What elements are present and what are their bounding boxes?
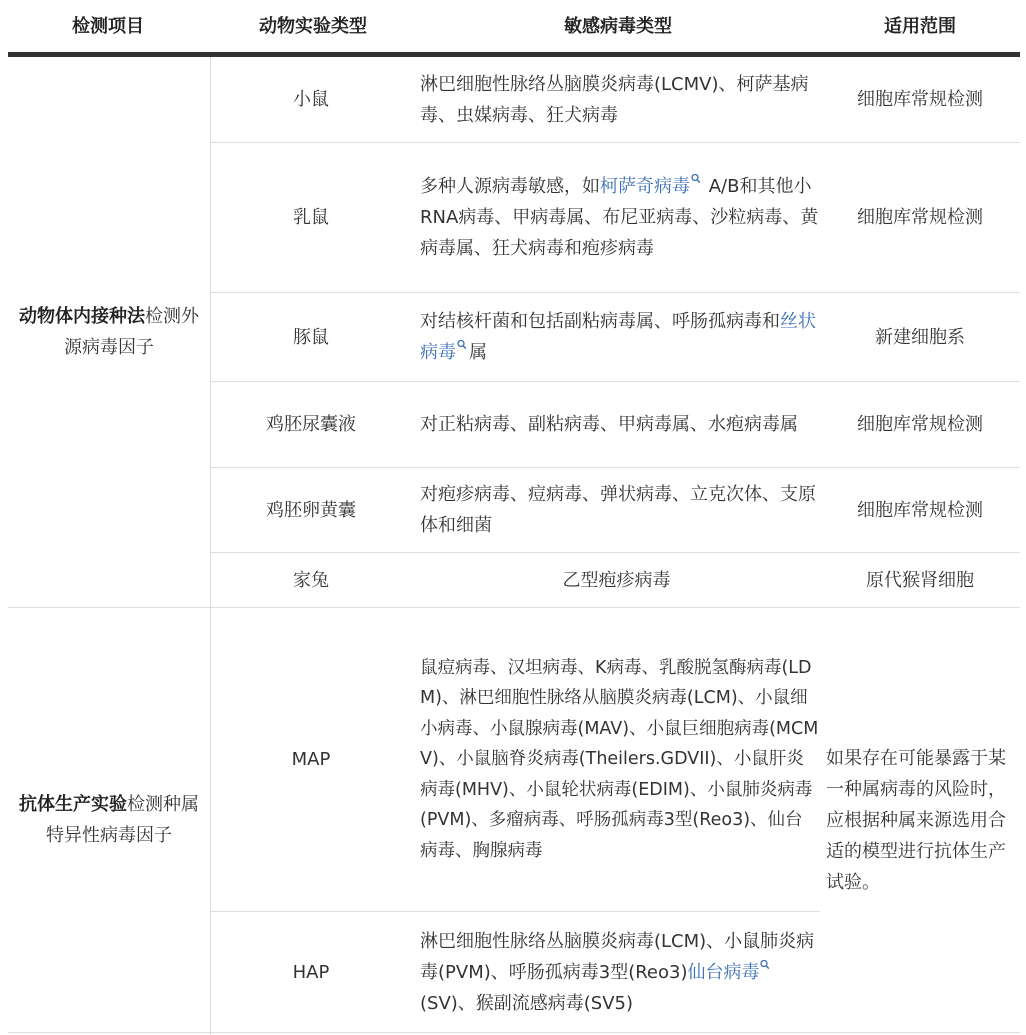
group-item-antibody <box>8 608 210 1032</box>
virus-type-cell <box>420 468 820 552</box>
group-item-in-vivo <box>8 57 210 607</box>
virus-type-text: 对正粘病毒、副粘病毒、甲病毒属、水疱病毒属 <box>420 414 798 435</box>
group-item-bold: 动物体内接种法 <box>19 306 145 327</box>
virus-type-text: 鼠痘病毒、汉坦病毒、K病毒、乳酸脱氢酶病毒(LDM)、淋巴细胞性脉络从脑膜炎病毒(LCM)、小鼠细小病毒、小鼠腺病毒(MAV)、小鼠巨细胞病毒(MCMV)、小鼠脑脊炎病毒(Theilers.GDVII)、小鼠肝炎病毒(MHV)、小鼠轮状病毒(EDIM)、小鼠肺炎病毒(PVM)、多瘤病毒、呼肠孤病毒3型(Reo3)、仙台病毒、胸腺病毒 <box>420 657 819 861</box>
virus-type-text: 对结核杆菌和包括副粘病毒属、呼肠孤病毒和 <box>420 311 780 332</box>
virus-type-cell <box>420 382 820 467</box>
animal-type-cell: 乳鼠 <box>293 207 329 228</box>
virus-type-cell <box>420 912 820 1032</box>
animal-type-cell: MAP <box>291 749 331 770</box>
virus-link-coxsackie[interactable]: 柯萨奇病毒 <box>600 176 690 197</box>
virus-type-text: (SV)、猴副流感病毒(SV5) <box>420 992 634 1014</box>
scope-cell: 新建细胞系 <box>875 326 965 348</box>
scope-text: 如果存在可能暴露于某一种属病毒的风险时，应根据种属来源选用合适的模型进行抗体生产试验。 <box>826 747 1006 893</box>
header-animal-type: 动物实验类型 <box>259 16 367 37</box>
group-item-rest: 检测外源病毒因子 <box>64 306 199 358</box>
virus-type-text: 属 <box>469 342 487 363</box>
scope-cell: 细胞库常规检测 <box>857 89 983 110</box>
scope-cell: 细胞库常规检测 <box>857 414 983 435</box>
animal-type-cell: HAP <box>292 961 330 983</box>
header-item: 检测项目 <box>72 16 144 37</box>
scope-cell: 细胞库常规检测 <box>857 207 983 228</box>
group-item-bold: 抗体生产实验 <box>19 794 127 815</box>
search-icon[interactable] <box>691 173 701 185</box>
header-virus-type: 敏感病毒类型 <box>564 16 672 37</box>
virus-type-text: 多种人源病毒敏感，如 <box>420 176 600 197</box>
virus-type-cell: 乙型疱疹病毒 <box>562 569 671 591</box>
scope-cell: 原代猴肾细胞 <box>866 569 974 591</box>
virus-type-cell <box>420 57 816 142</box>
animal-type-cell: 小鼠 <box>293 89 329 110</box>
animal-type-cell: 鸡胚卵黄囊 <box>266 499 356 521</box>
table-header <box>8 0 1020 57</box>
virus-link-sendai[interactable]: 仙台病毒 <box>687 961 760 983</box>
virus-type-cell <box>420 143 820 292</box>
virus-type-cell <box>420 608 820 911</box>
scope-cell: 细胞库常规检测 <box>857 499 983 521</box>
virus-type-text: 淋巴细胞性脉络丛脑膜炎病毒(LCMV)、柯萨基病毒、虫媒病毒、狂犬病毒 <box>420 73 809 126</box>
grid-line <box>8 1032 1020 1033</box>
search-icon[interactable] <box>760 959 770 971</box>
animal-type-cell: 鸡胚尿囊液 <box>266 414 356 435</box>
virus-link-filovirus[interactable]: 丝状病毒 <box>420 311 816 363</box>
header-scope: 适用范围 <box>884 16 956 37</box>
search-icon[interactable] <box>457 339 467 351</box>
animal-type-cell: 家兔 <box>293 569 329 591</box>
virus-type-text: 对疱疹病毒、痘病毒、弹状病毒、立克次体、支原体和细菌 <box>420 484 816 536</box>
group-item-rest: 检测种属特异性病毒因子 <box>46 794 199 846</box>
animal-type-cell: 豚鼠 <box>293 326 329 348</box>
virus-type-text: A/B和其他小 RNA病毒、甲病毒属、布尼亚病毒、沙粒病毒、黄病毒属、狂犬病毒和疱疹病毒 <box>420 176 819 259</box>
virus-type-text: 淋巴细胞性脉络丛脑膜炎病毒(LCM)、小鼠肺炎病毒(PVM)、呼肠孤病毒3型(Reo3) <box>420 930 815 983</box>
scope-cell-merged <box>826 608 1020 1032</box>
virus-type-cell <box>420 293 820 381</box>
